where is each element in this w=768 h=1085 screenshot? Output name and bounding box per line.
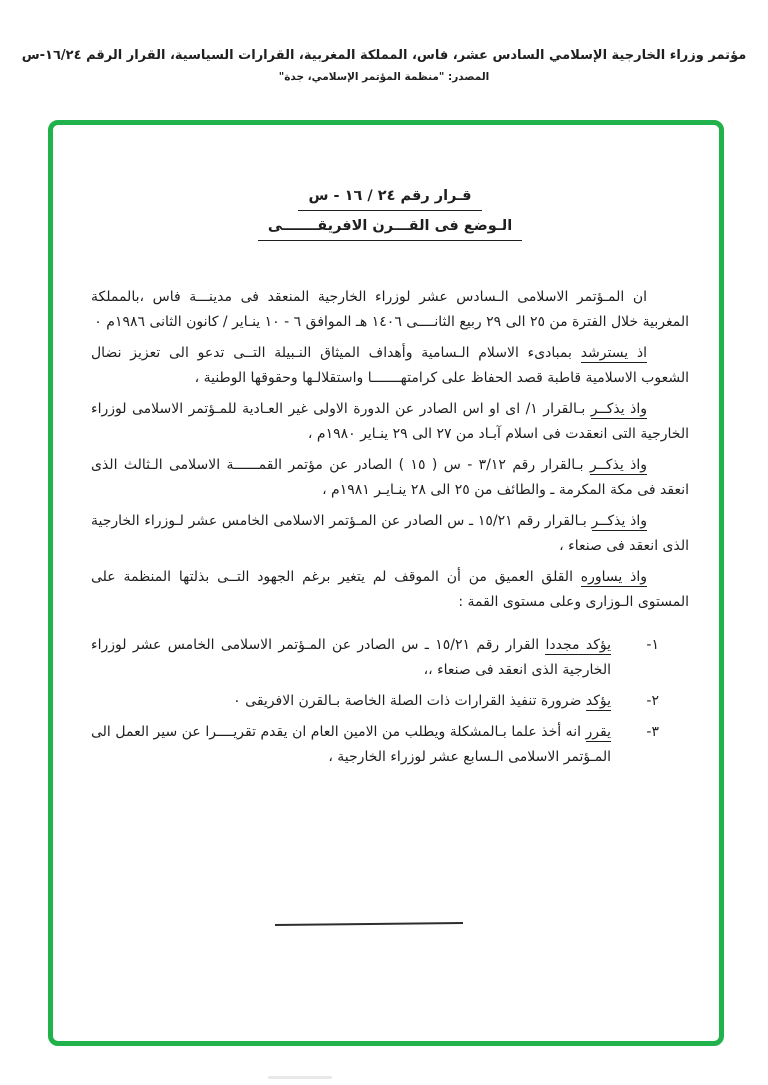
paragraph-text: بـالقرار رقم ١٥/٢١ ـ س الصادر عن المـؤتمر الاسلامى الخامس عشر لـوزراء الخارجية الذى انعقد فى صنعاء ،: [91, 513, 689, 554]
resolution-content: [53, 125, 719, 770]
paragraph-text: بـالقرار ١/ اى او اس الصادر عن الدورة الاولى غير العـادية للمـؤتمر الاسلامى لوزراء الخارجية التى انعقدت فى اسلام آبـاد من ٢٧ الى ٢٩ ينـاير ١٩٨٠م ،: [91, 401, 689, 442]
end-of-resolution-rule: [275, 922, 463, 926]
preamble-paragraph-3: [91, 397, 689, 447]
paragraph-text: القلق العميق من أن الموقف لم يتغير برغم الجهود التــى بذلتها المنظمة على المستوى الـوزارى وعلى مستوى القمة :: [91, 569, 689, 610]
item-number: ٣-: [646, 724, 659, 740]
paragraph-text: ان المـؤتمر الاسلامى الـسادس عشر لوزراء الخارجية المنعقد فى مدينـــة فاس ،بالمملكة المغربية خلال الفترة من ٢٥ الى ٢٩ ربيع الثانــــى ١٤٠٦ هـ الموافق ٦ - ١٠ ينـاير / كانون الثانى ١٩٨٦م ٠: [91, 289, 689, 330]
operative-items: [91, 633, 689, 770]
item-lead: يقرر: [585, 724, 611, 740]
resolution-subject-title: الـوضع فى القـــرن الافريقـــــــى: [258, 215, 522, 241]
source-line: المصدر: "منظمة المؤتمر الإسلامي، جدة": [278, 71, 490, 83]
resolution-number-title: قـرار رقم ٢٤ / ١٦ - س: [298, 185, 481, 211]
paragraph-lead: واذ يذكــر: [591, 513, 647, 529]
item-number: ١-: [646, 637, 659, 653]
preamble-paragraph-6: [91, 565, 689, 615]
citation-line: مؤتمر وزراء الخارجية الإسلامي السادس عشر، فاس، المملكة المغربية، القرارات السياسية، القرار الرقم ١٦/٢٤-س: [21, 48, 747, 63]
preamble-paragraph-5: [91, 509, 689, 559]
item-lead: يؤكد مجددا: [545, 637, 611, 653]
paragraph-lead: واذ يساوره: [580, 569, 648, 585]
item-text: [91, 720, 611, 770]
resolution-title: [91, 185, 689, 241]
citation-header: [0, 48, 768, 83]
scan-artifact: [268, 1076, 332, 1079]
item-body: ضرورة تنفيذ القرارات ذات الصلة الخاصة بـالقرن الافريقى ٠: [233, 693, 586, 709]
paragraph-lead: واذ يذكــر: [589, 457, 647, 473]
operative-item-1: [91, 633, 689, 683]
operative-item-2: [91, 689, 689, 714]
paragraph-text: بمبادىء الاسلام الـسامية وأهداف الميثاق النـبيلة التــى تدعو الى تعزيز نضال الشعوب الاسلامية قاطبة قصد الحفاظ على كرامتهـــــــا واستقلالـها وحقوقها الوطنية ،: [91, 345, 689, 386]
operative-item-3: [91, 720, 689, 770]
item-lead: يؤكد: [585, 693, 611, 709]
item-body: انه أخذ علما بـالمشكلة ويطلب من الامين العام ان يقدم تقريــــرا عن سير العمل الى المـؤتمر الاسلامى الـسابع عشر لوزراء الخارجية ،: [91, 724, 611, 765]
item-number: ٢-: [646, 693, 659, 709]
preamble-paragraph-4: [91, 453, 689, 503]
preamble-paragraph-1: [91, 285, 689, 335]
paragraph-lead: اذ يسترشد: [580, 345, 647, 361]
item-body: القرار رقم ١٥/٢١ ـ س الصادر عن المـؤتمر الاسلامى الخامس عشر لوزراء الخارجية الذى انعقد فى صنعاء ،،: [91, 637, 611, 678]
paragraph-text: بـالقرار رقم ٣/١٢ - س ( ١٥ ) الصادر عن مؤتمر القمــــــة الاسلامى الـثالث الذى انعقد فى مكة المكرمة ـ والطائف من ٢٥ الى ٢٨ ينـايـر ١٩٨١م ،: [91, 457, 689, 498]
item-text: [91, 689, 611, 714]
item-text: [91, 633, 611, 683]
paragraph-lead: واذ يذكــر: [590, 401, 647, 417]
preamble-paragraph-2: [91, 341, 689, 391]
resolution-frame: [48, 120, 724, 1046]
